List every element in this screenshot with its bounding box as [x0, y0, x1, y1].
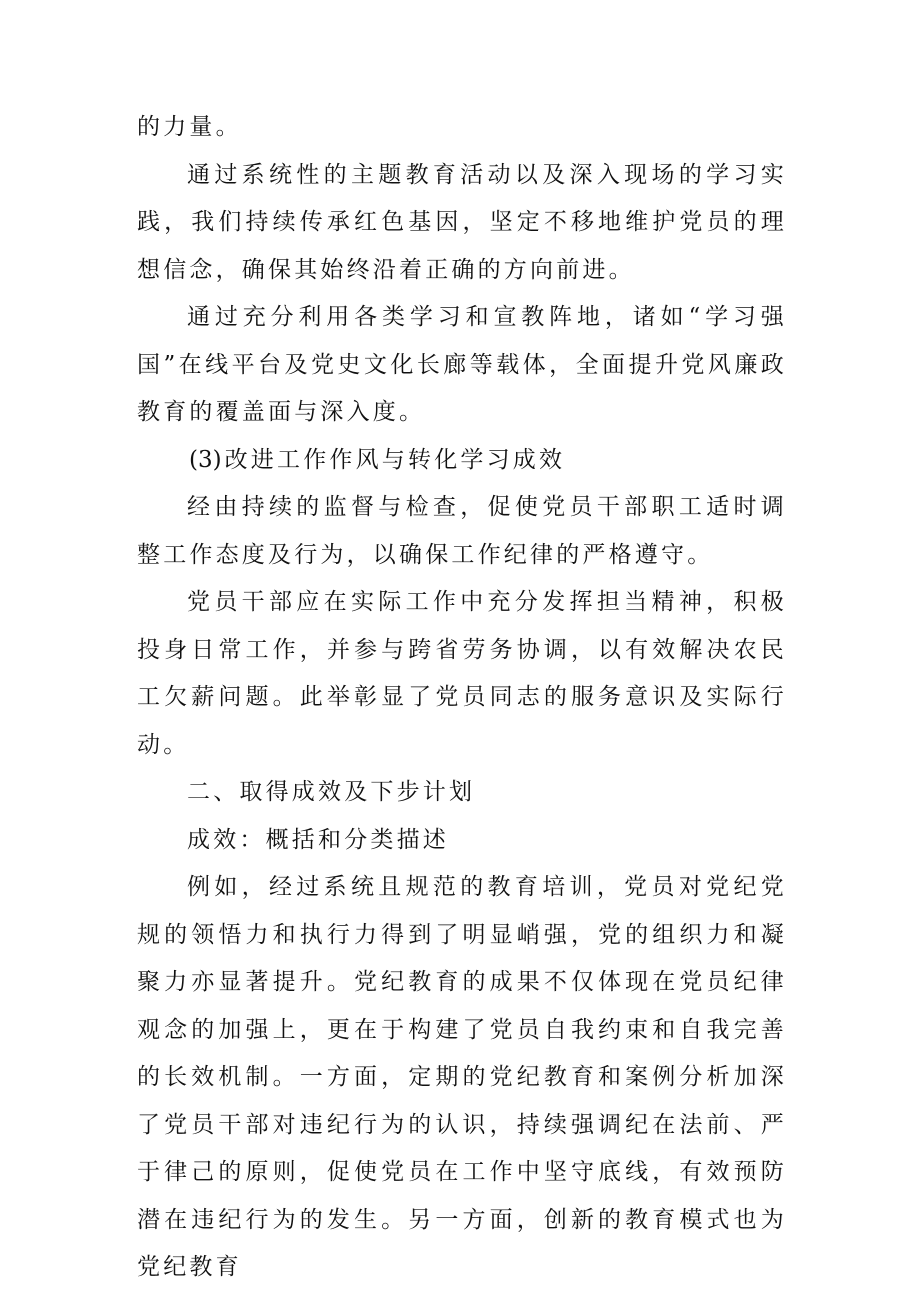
subheading-text: 改进工作作风与转化学习成效	[224, 446, 566, 473]
section-heading-results: 二、取得成效及下步计划	[187, 779, 476, 805]
section-heading-effects: 成效：概括和分类描述	[187, 826, 449, 853]
section-subheading-3	[137, 437, 787, 485]
paragraph-supervision: 经由持续的监督与检查，促使党员干部职工适时调整工作态度及行为，以确保工作纪律的严格遵守。	[137, 494, 787, 568]
paragraph-study-platforms: 通过充分利用各类学习和宣教阵地，诸如“学习强国”在线平台及党史文化长廊等载体，全面提升党风廉政教育的覆盖面与深入度。	[137, 304, 787, 425]
paragraph-theme-education: 通过系统性的主题教育活动以及深入现场的学习实践，我们持续传承红色基因，坚定不移地维护党员的理想信念，确保其始终沿着正确的方向前进。	[137, 161, 787, 283]
paragraph-continuation: 的力量。	[137, 114, 242, 140]
paragraph-education-results: 例如，经过系统且规范的教育培训，党员对党纪党规的领悟力和执行力得到了明显峭强，党的组织力和凝聚力亦显著提升。党纪教育的成果不仅体现在党员纪律观念的加强上，更在于构建了党员自我约束和自我完善的长效机制。一方面，定期的党纪教育和案例分析加深了党员干部对违纪行为的认识，持续强调纪在法前、严于律己的原则，促使党员在工作中坚守底线，有效预防潜在违纪行为的发生。另一方面，创新的教育模式也为党纪教育	[137, 874, 787, 1280]
subheading-number: (3)	[189, 446, 222, 473]
paragraph-responsibility: 党员干部应在实际工作中充分发挥担当精神，积极投身日常工作，并参与跨省劳务协调，以有效解决农民工欠薪问题。此举彰显了党员同志的服务意识及实际行动。	[137, 589, 787, 758]
document-page	[137, 104, 787, 1292]
